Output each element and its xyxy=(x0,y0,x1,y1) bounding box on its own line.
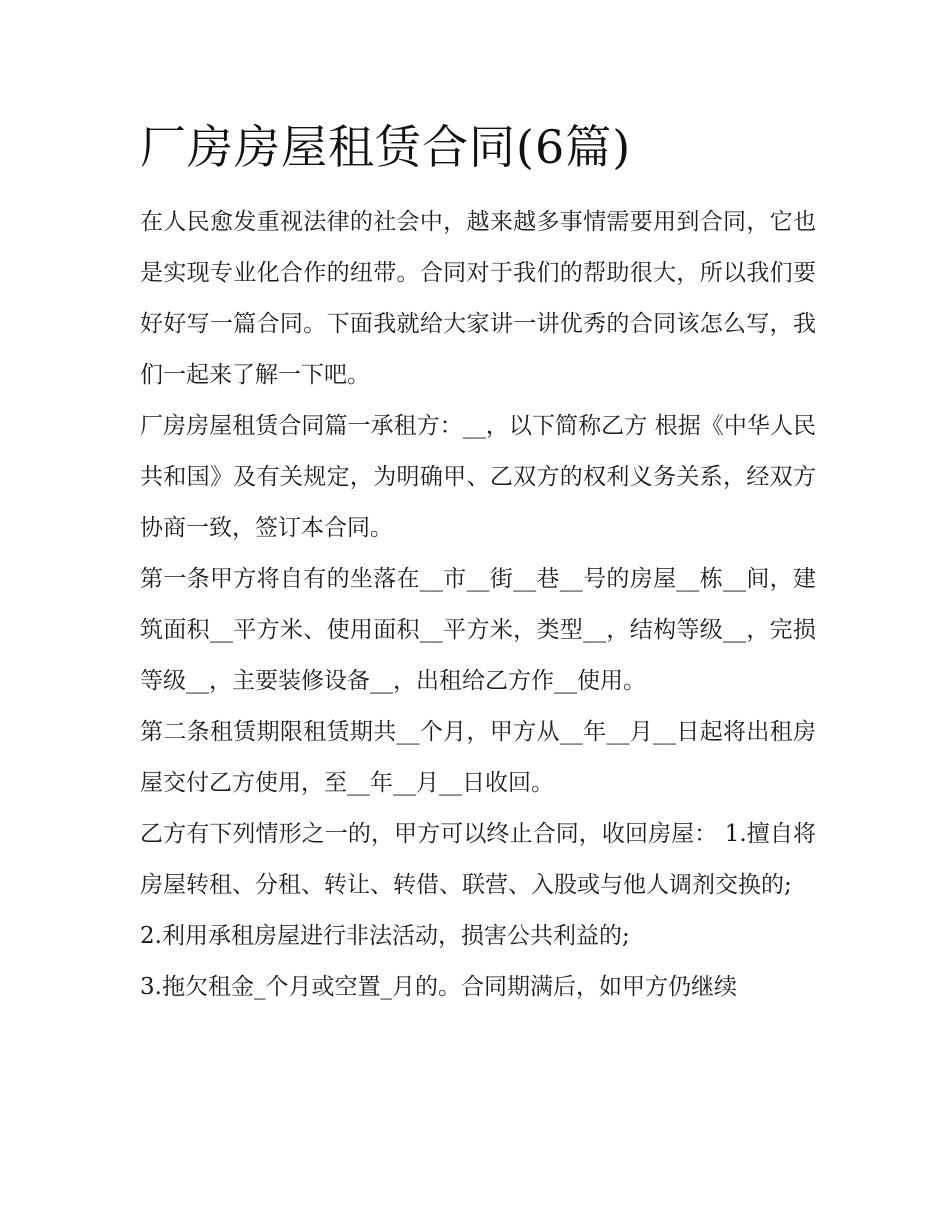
contract-opening-paragraph: 厂房房屋租赁合同篇一承租方：__，以下简称乙方 根据《中华人民共和国》及有关规定，为明确甲、乙双方的权利义务关系，经双方协商一致，签订本合同。 xyxy=(140,413,816,541)
termination-conditions-paragraph: 乙方有下列情形之一的，甲方可以终止合同，收回房屋： 1.擅自将房屋转租、分租、转让、转借、联营、入股或与他人调剂交换的; xyxy=(140,821,816,898)
intro-paragraph: 在人民愈发重视法律的社会中，越来越多事情需要用到合同，它也是实现专业化合作的纽带。合同对于我们的帮助很大，所以我们要好好写一篇合同。下面我就给大家讲一讲优秀的合同该怎么写，我们一起来了解一下吧。 xyxy=(140,209,816,388)
condition-two-paragraph: 2.利用承租房屋进行非法活动，损害公共利益的; xyxy=(140,923,630,949)
document-title: 厂房房屋租赁合同(6篇) xyxy=(140,120,632,174)
document-body xyxy=(140,197,816,1013)
article-two-paragraph: 第二条租赁期限租赁期共__个月，甲方从__年__月__日起将出租房屋交付乙方使用，至__年__月__日收回。 xyxy=(140,719,816,796)
condition-three-paragraph: 3.拖欠租金_个月或空置_月的。合同期满后，如甲方仍继续 xyxy=(140,974,737,1000)
article-one-paragraph: 第一条甲方将自有的坐落在__市__街__巷__号的房屋__栋__间，建筑面积__平方米、使用面积__平方米，类型__，结构等级__，完损等级__，主要装修设备__，出租给乙方作__使用。 xyxy=(140,566,816,694)
